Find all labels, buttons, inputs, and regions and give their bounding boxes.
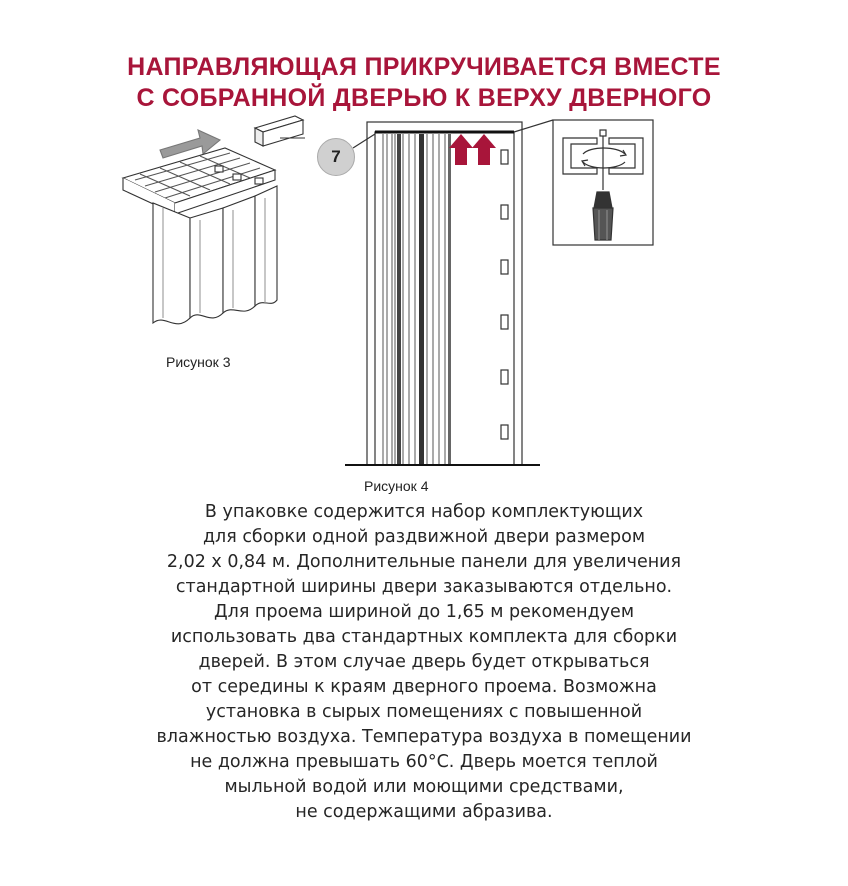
description-line: от середины к краям дверного проема. Возможна [191,677,657,697]
figure-4-illustration [335,110,665,470]
description-line: 2,02 х 0,84 м. Дополнительные панели для увеличения [166,552,682,572]
description-line: для сборки одной раздвижной двери размером [202,527,646,547]
description-line: дверей. В этом случае дверь будет открываться [198,652,650,672]
description-line: стандартной ширины двери заказываются отдельно. [175,577,673,597]
description-text [0,500,848,825]
description-line: не должна превышать 60°С. Дверь моется теплой [190,752,658,772]
description-line: мыльной водой или моющими средствами, [224,777,624,797]
figure-3-caption: Рисунок 3 [166,354,231,370]
description-line: использовать два стандартных комплекта для сборки [170,627,678,647]
description-line: Для проема шириной до 1,65 м рекомендуем [213,602,635,622]
description-line: В упаковке содержится набор комплектующих [204,502,644,522]
figure-4-caption: Рисунок 4 [364,478,429,494]
description-line: не содержащими абразива. [295,802,553,822]
page-heading [0,52,848,114]
heading-line-1: НАПРАВЛЯЮЩАЯ ПРИКРУЧИВАЕТСЯ ВМЕСТЕ [127,53,721,81]
heading-line-2: С СОБРАННОЙ ДВЕРЬЮ К ВЕРХУ ДВЕРНОГО [136,84,712,112]
description-line: влажностью воздуха. Температура воздуха в помещении [156,727,692,747]
callout-7-badge [317,138,355,176]
callout-number: 7 [331,147,341,166]
figure-3-illustration [105,108,320,348]
description-line: установка в сырых помещениях с повышенной [205,702,643,722]
